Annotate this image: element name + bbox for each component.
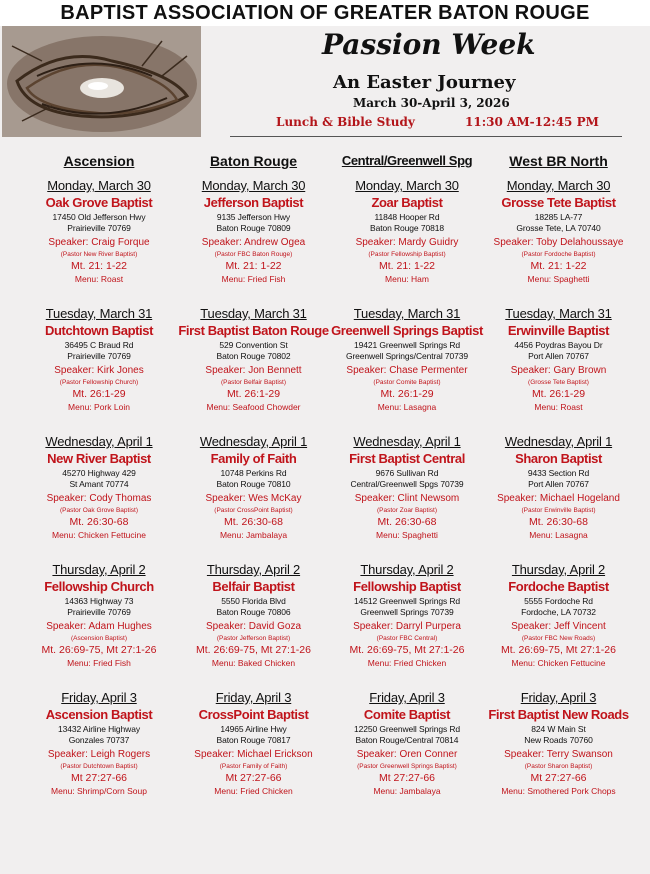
entry-address-line1: 14363 Highway 73 (64, 596, 134, 606)
entry-speaker: Speaker: Gary Brown (510, 365, 607, 376)
entry-pastor-note: (Pastor New River Baptist) (60, 251, 138, 258)
entry-scripture: Mt. 21: 1-22 (225, 260, 282, 272)
schedule-entry (483, 690, 634, 818)
entry-speaker: Speaker: Michael Hogeland (497, 493, 620, 504)
entry-scripture: Mt. 26:69-75, Mt 27:1-26 (349, 644, 465, 656)
entry-church: Ascension Baptist (45, 707, 153, 722)
entry-address-line2: Greenwell Springs/Central 70739 (345, 351, 469, 361)
entry-pastor-note: (Pastor Oak Grove Baptist) (59, 507, 139, 514)
entry-speaker: Speaker: Mardy Guidry (355, 237, 459, 248)
entry-church: Oak Grove Baptist (45, 195, 153, 210)
column-central-greenwell (331, 150, 483, 818)
column-heading: Ascension (63, 153, 135, 169)
entry-menu: Menu: Roast (534, 402, 583, 412)
entry-day: Tuesday, March 31 (45, 306, 153, 321)
entry-scripture: Mt. 26:1-29 (531, 388, 586, 400)
entry-address-line2: Baton Rouge 70809 (216, 223, 291, 233)
entry-day: Tuesday, March 31 (353, 306, 461, 321)
entry-address-line1: 36495 C Braud Rd (64, 340, 134, 350)
entry-day: Thursday, April 2 (206, 562, 301, 577)
page-subtitle: An Easter Journey (333, 72, 516, 93)
entry-scripture: Mt. 26:30-68 (529, 516, 588, 528)
entry-menu: Menu: Seafood Chowder (206, 402, 301, 412)
entry-church: Grosse Tete Baptist (501, 195, 616, 210)
entry-address-line1: 14965 Airline Hwy (220, 724, 287, 734)
entry-menu: Menu: Lasagna (529, 530, 588, 540)
entry-speaker: Speaker: Chase Permenter (346, 365, 468, 376)
entry-day: Thursday, April 2 (511, 562, 606, 577)
event-time: 11:30 AM-12:45 PM (465, 115, 599, 129)
entry-address-line1: 14512 Greenwell Springs Rd (353, 596, 461, 606)
entry-scripture: Mt. 21: 1-22 (70, 260, 128, 272)
entry-speaker: Speaker: Leigh Rogers (47, 749, 151, 760)
schedule-entry (22, 306, 176, 434)
entry-menu: Menu: Spaghetti (527, 274, 590, 284)
entry-menu: Menu: Fried Chicken (367, 658, 447, 668)
entry-speaker: Speaker: Andrew Ogea (201, 237, 306, 248)
entry-scripture: Mt. 26:69-75, Mt 27:1-26 (501, 644, 616, 656)
entry-scripture: Mt. 26:30-68 (69, 516, 129, 528)
entry-day: Thursday, April 2 (360, 562, 454, 577)
entry-church: Sharon Baptist (515, 451, 602, 466)
entry-address-line2: Central/Greenwell Spgs 70739 (350, 479, 464, 489)
entry-address-line2: Baton Rouge/Central 70814 (355, 735, 459, 745)
entry-day: Friday, April 3 (520, 690, 597, 705)
entry-scripture: Mt. 26:69-75, Mt 27:1-26 (196, 644, 311, 656)
crown-of-thorns-illustration (2, 26, 201, 137)
entry-church: Fellowship Church (44, 579, 154, 594)
entry-day: Monday, March 30 (506, 178, 611, 193)
column-heading: Baton Rouge (209, 153, 298, 169)
entry-address-line2: Prairieville 70769 (67, 223, 131, 233)
entry-scripture: Mt. 26:30-68 (377, 516, 437, 528)
entry-pastor-note: (Pastor Fordoche Baptist) (521, 251, 596, 258)
entry-church: Dutchtown Baptist (44, 323, 154, 338)
entry-day: Thursday, April 2 (52, 562, 146, 577)
schedule-entry (176, 306, 331, 434)
entry-church: CrossPoint Baptist (198, 707, 309, 722)
entry-scripture: Mt 27:27-66 (378, 772, 436, 784)
entry-address-line2: Baton Rouge 70818 (370, 223, 444, 233)
entry-pastor-note: (Pastor Family of Faith) (219, 763, 288, 770)
schedule-entry (331, 178, 483, 306)
entry-pastor-note: (Pastor FBC New Roads) (521, 635, 596, 642)
entry-menu: Menu: Fried Fish (67, 658, 131, 668)
entry-address-line2: Baton Rouge 70802 (216, 351, 291, 361)
entry-day: Wednesday, April 1 (353, 434, 461, 449)
column-ascension (22, 150, 176, 818)
schedule-entry (22, 178, 176, 306)
entry-scripture: Mt. 21: 1-22 (530, 260, 587, 272)
entry-day: Friday, April 3 (61, 690, 137, 705)
entry-menu: Menu: Baked Chicken (211, 658, 296, 668)
entry-address-line1: 45270 Highway 429 (62, 468, 136, 478)
entry-day: Monday, March 30 (355, 178, 459, 193)
schedule-entry (176, 434, 331, 562)
entry-church: Comite Baptist (363, 707, 451, 722)
entry-day: Monday, March 30 (201, 178, 306, 193)
schedule-entry (22, 562, 176, 690)
entry-menu: Menu: Lasagna (377, 402, 437, 412)
entry-speaker: Speaker: Toby Delahoussaye (493, 237, 624, 248)
entry-speaker: Speaker: Terry Swanson (504, 749, 613, 760)
entry-address-line2: Grosse Tete, LA 70740 (516, 223, 601, 233)
entry-address-line1: 4456 Poydras Bayou Dr (514, 340, 603, 350)
entry-speaker: Speaker: Jon Bennett (205, 365, 302, 376)
entry-scripture: Mt. 21: 1-22 (378, 260, 436, 272)
entry-address-line1: 11848 Hooper Rd (374, 212, 440, 222)
entry-pastor-note: (Pastor Zoar Baptist) (377, 507, 437, 514)
entry-address-line1: 824 W Main St (531, 724, 586, 734)
schedule-entry (176, 562, 331, 690)
entry-pastor-note: (Pastor Jefferson Baptist) (216, 635, 291, 642)
entry-pastor-note: (Pastor Greenwell Springs Baptist) (357, 763, 457, 770)
entry-church: Fordoche Baptist (508, 579, 609, 594)
entry-church: Family of Faith (210, 451, 297, 466)
entry-address-line1: 12250 Greenwell Springs Rd (353, 724, 461, 734)
entry-day: Friday, April 3 (215, 690, 292, 705)
schedule-entry (483, 178, 634, 306)
entry-address-line1: 9433 Section Rd (527, 468, 590, 478)
entry-address-line2: Baton Rouge 70810 (216, 479, 291, 489)
page-title: Passion Week (322, 28, 536, 61)
entry-church: First Baptist Baton Rouge (178, 323, 329, 338)
entry-pastor-note: (Pastor Sharon Baptist) (524, 763, 593, 770)
entry-speaker: Speaker: Jeff Vincent (511, 621, 606, 632)
entry-menu: Menu: Shrimp/Corn Soup (51, 786, 147, 796)
entry-address-line1: 9676 Sullivan Rd (375, 468, 439, 478)
entry-menu: Menu: Ham (385, 274, 429, 284)
entry-address-line1: 17450 Old Jefferson Hwy (52, 212, 146, 222)
schedule-entry (331, 562, 483, 690)
entry-address-line1: 10748 Perkins Rd (220, 468, 287, 478)
divider (230, 136, 622, 137)
entry-church: Erwinville Baptist (507, 323, 610, 338)
entry-address-line1: 19421 Greenwell Springs Rd (353, 340, 461, 350)
entry-church: Jefferson Baptist (203, 195, 304, 210)
entry-scripture: Mt. 26:69-75, Mt 27:1-26 (41, 644, 157, 656)
entry-menu: Menu: Roast (74, 274, 124, 284)
schedule-entry (331, 690, 483, 818)
entry-speaker: Speaker: Wes McKay (205, 493, 302, 504)
entry-address-line2: Prairieville 70769 (67, 607, 131, 617)
entry-menu: Menu: Jambalaya (373, 786, 441, 796)
entry-speaker: Speaker: Craig Forque (48, 237, 150, 248)
entry-menu: Menu: Chicken Fettucine (51, 530, 147, 540)
entry-speaker: Speaker: Michael Erickson (194, 749, 313, 760)
entry-pastor-note: (Pastor Fellowship Baptist) (368, 251, 446, 258)
entry-address-line2: Prairieville 70769 (67, 351, 131, 361)
entry-menu: Menu: Chicken Fettucine (511, 658, 606, 668)
entry-speaker: Speaker: Adam Hughes (46, 621, 152, 632)
column-heading: Central/Greenwell Spg (341, 153, 473, 168)
entry-scripture: Mt. 26:1-29 (226, 388, 281, 400)
schedule-entry (483, 562, 634, 690)
entry-address-line2: Port Allen 70767 (528, 479, 589, 489)
entry-pastor-note: (Pastor Belfair Baptist) (220, 379, 287, 386)
entry-church: Belfair Baptist (212, 579, 295, 594)
entry-day: Wednesday, April 1 (504, 434, 613, 449)
entry-pastor-note: (Pastor FBC Baton Rouge) (214, 251, 293, 258)
entry-scripture: Mt 27:27-66 (70, 772, 128, 784)
entry-address-line1: 529 Convention St (219, 340, 288, 350)
entry-speaker: Speaker: Oren Conner (356, 749, 458, 760)
schedule-grid (22, 150, 634, 818)
entry-pastor-note: (Pastor Comite Baptist) (373, 379, 441, 386)
entry-menu: Menu: Spaghetti (376, 530, 438, 540)
schedule-entry (22, 690, 176, 818)
entry-menu: Menu: Fried Chicken (214, 786, 293, 796)
entry-scripture: Mt. 26:1-29 (72, 388, 126, 400)
crown-of-thorns-image (2, 26, 201, 137)
entry-pastor-note: (Grosse Tete Baptist) (528, 379, 589, 386)
entry-speaker: Speaker: Kirk Jones (54, 365, 144, 376)
header-banner (0, 0, 650, 26)
schedule-entry (176, 178, 331, 306)
entry-menu: Menu: Pork Loin (68, 402, 130, 412)
entry-day: Monday, March 30 (47, 178, 151, 193)
schedule-entry (483, 306, 634, 434)
entry-scripture: Mt. 26:1-29 (380, 388, 434, 400)
entry-scripture: Mt 27:27-66 (530, 772, 587, 784)
entry-address-line2: St Amant 70774 (69, 479, 129, 489)
schedule-entry (22, 434, 176, 562)
entry-address-line2: Baton Rouge 70817 (216, 735, 291, 745)
entry-speaker: Speaker: Clint Newsom (354, 493, 460, 504)
entry-speaker: Speaker: David Goza (205, 621, 302, 632)
entry-address-line1: 9135 Jefferson Hwy (216, 212, 291, 222)
entry-address-line2: Greenwell Springs 70739 (360, 607, 454, 617)
column-baton-rouge (176, 150, 331, 818)
entry-address-line2: Gonzales 70737 (68, 735, 130, 745)
entry-address-line1: 5555 Fordoche Rd (524, 596, 593, 606)
entry-address-line1: 18285 LA-77 (534, 212, 583, 222)
entry-address-line2: Port Allen 70767 (528, 351, 589, 361)
entry-church: Greenwell Springs Baptist (331, 323, 483, 338)
entry-pastor-note: (Ascension Baptist) (71, 635, 127, 642)
entry-church: First Baptist Central (349, 451, 465, 466)
entry-day: Friday, April 3 (369, 690, 445, 705)
column-west-br-north (483, 150, 634, 818)
schedule-entry (331, 434, 483, 562)
entry-speaker: Speaker: Darryl Purpera (353, 621, 461, 632)
entry-pastor-note: (Pastor Dutchtown Baptist) (60, 763, 138, 770)
entry-scripture: Mt. 26:30-68 (224, 516, 283, 528)
entry-church: Zoar Baptist (371, 195, 443, 210)
org-name: BAPTIST ASSOCIATION OF GREATER BATON ROUGE (60, 2, 590, 24)
entry-address-line1: 13432 Airline Highway (57, 724, 140, 734)
entry-day: Wednesday, April 1 (199, 434, 308, 449)
entry-day: Wednesday, April 1 (45, 434, 153, 449)
entry-address-line1: 5550 Florida Blvd (221, 596, 286, 606)
entry-address-line2: Fordoche, LA 70732 (521, 607, 596, 617)
entry-pastor-note: (Pastor CrossPoint Baptist) (214, 507, 293, 514)
entry-pastor-note: (Pastor Fellowship Church) (59, 379, 139, 386)
schedule-entry (483, 434, 634, 562)
entry-scripture: Mt 27:27-66 (225, 772, 282, 784)
entry-day: Tuesday, March 31 (505, 306, 612, 321)
entry-pastor-note: (Pastor Erwinville Baptist) (521, 507, 596, 514)
entry-church: Fellowship Baptist (353, 579, 461, 594)
schedule-entry (331, 306, 483, 434)
column-heading: West BR North (509, 153, 608, 169)
event-type: Lunch & Bible Study (276, 115, 415, 129)
entry-menu: Menu: Fried Fish (221, 274, 286, 284)
entry-menu: Menu: Smothered Pork Chops (501, 786, 616, 796)
event-dates: March 30-April 3, 2026 (353, 96, 510, 110)
entry-address-line2: Baton Rouge 70806 (216, 607, 291, 617)
schedule-entry (176, 690, 331, 818)
entry-address-line2: New Roads 70760 (524, 735, 593, 745)
entry-day: Tuesday, March 31 (200, 306, 307, 321)
entry-speaker: Speaker: Cody Thomas (46, 493, 152, 504)
entry-church: First Baptist New Roads (488, 707, 629, 722)
entry-menu: Menu: Jambalaya (219, 530, 288, 540)
entry-church: New River Baptist (47, 451, 151, 466)
entry-pastor-note: (Pastor FBC Central) (376, 635, 438, 642)
